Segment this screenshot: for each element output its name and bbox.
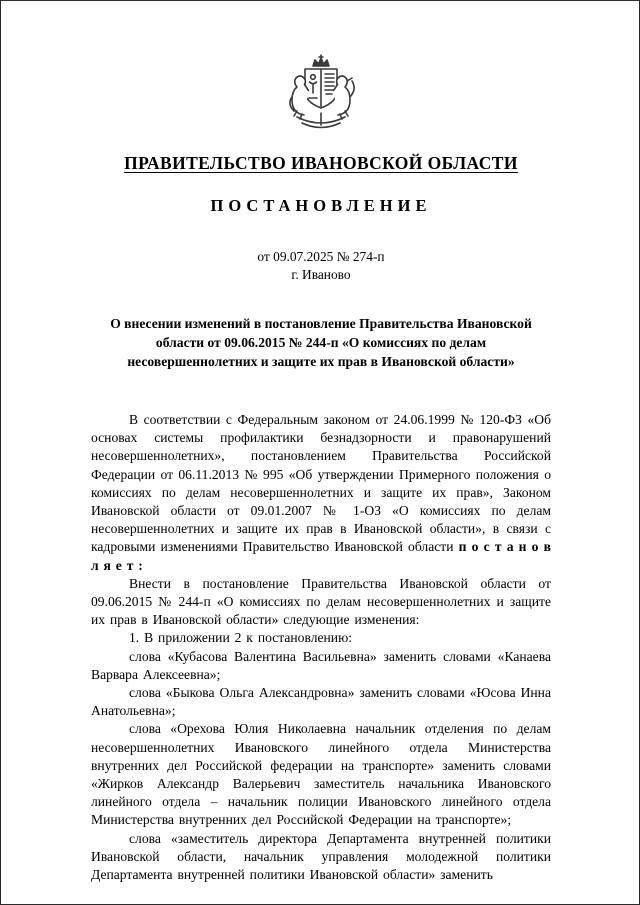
paragraph-replacement-1: слова «Кубасова Валентина Васильевна» заменить словами «Канаева Варвара Алексеевна»; <box>91 648 551 682</box>
preamble-text: В соответствии с Федеральным законом от 24.06.1999 № 120-ФЗ «Об основах системы профилактики безнадзорности и правонарушений несовершеннолетних», постановлением Правительства Российской Федерации от 06.11.2013 № 995 «Об утверждении Примерного положения о комиссиях по делам несовершеннолетних и защите их прав», Законом Ивановской области от 09.01.2007 № 1-ОЗ «О комиссиях по делам несовершеннолетних и защите их прав в Ивановской области», в связи с кадровыми изменениями Правительство Ивановской области <box>91 412 551 555</box>
paragraph-replacement-3: слова «Орехова Юлия Николаевна начальник отделения по делам несовершеннолетних Ивановского линейного отдела Министерства внутренних дел Российской федерации на транспорте» заменить словами «Жирков Александр Валерьевич заместитель начальника Ивановского линейного отдела – начальник полиции Ивановского линейного отдела Министерства внутренних дел Российской Федерации на транспорте»; <box>91 721 551 828</box>
doc-title: О внесении изменений в постановление Правительства Ивановской области от 09.06.2015 № 244-п «О комиссиях по делам несовершеннолетних и защите их прав в Ивановской области» <box>110 316 532 369</box>
resolves-text: п о с т а н о в л я е т : <box>91 539 551 573</box>
paragraph-replacement-2: слова «Быкова Ольга Александровна» заменить словами «Юсова Инна Анатольевна»; <box>91 685 551 719</box>
paragraph-amendment-intro: Внести в постановление Правительства Ивановской области от 09.06.2015 № 244-п «О комиссиях по делам несовершеннолетних и защите их прав в Ивановской области» следующие изменения: <box>91 575 551 628</box>
doc-type: ПОСТАНОВЛЕНИЕ <box>210 196 432 215</box>
paragraph-preamble <box>91 411 551 575</box>
doc-date-number: от 09.07.2025 № 274-п <box>257 249 385 264</box>
doc-body <box>91 411 551 884</box>
paragraph-item-1: 1. В приложении 2 к постановлению: <box>129 630 353 646</box>
coat-of-arms <box>91 51 551 140</box>
doc-city: г. Иваново <box>291 267 351 282</box>
org-name <box>91 152 551 174</box>
ivanovo-coat-of-arms-icon <box>269 51 373 135</box>
paragraph-replacement-4: слова «заместитель директора Департамента внутренней политики Ивановской области, начальник управления молодежной политики Департамента внутренней политики Ивановской области» заменить <box>91 830 551 883</box>
org-name-text: ПРАВИТЕЛЬСТВО ИВАНОВСКОЙ ОБЛАСТИ <box>124 153 518 173</box>
